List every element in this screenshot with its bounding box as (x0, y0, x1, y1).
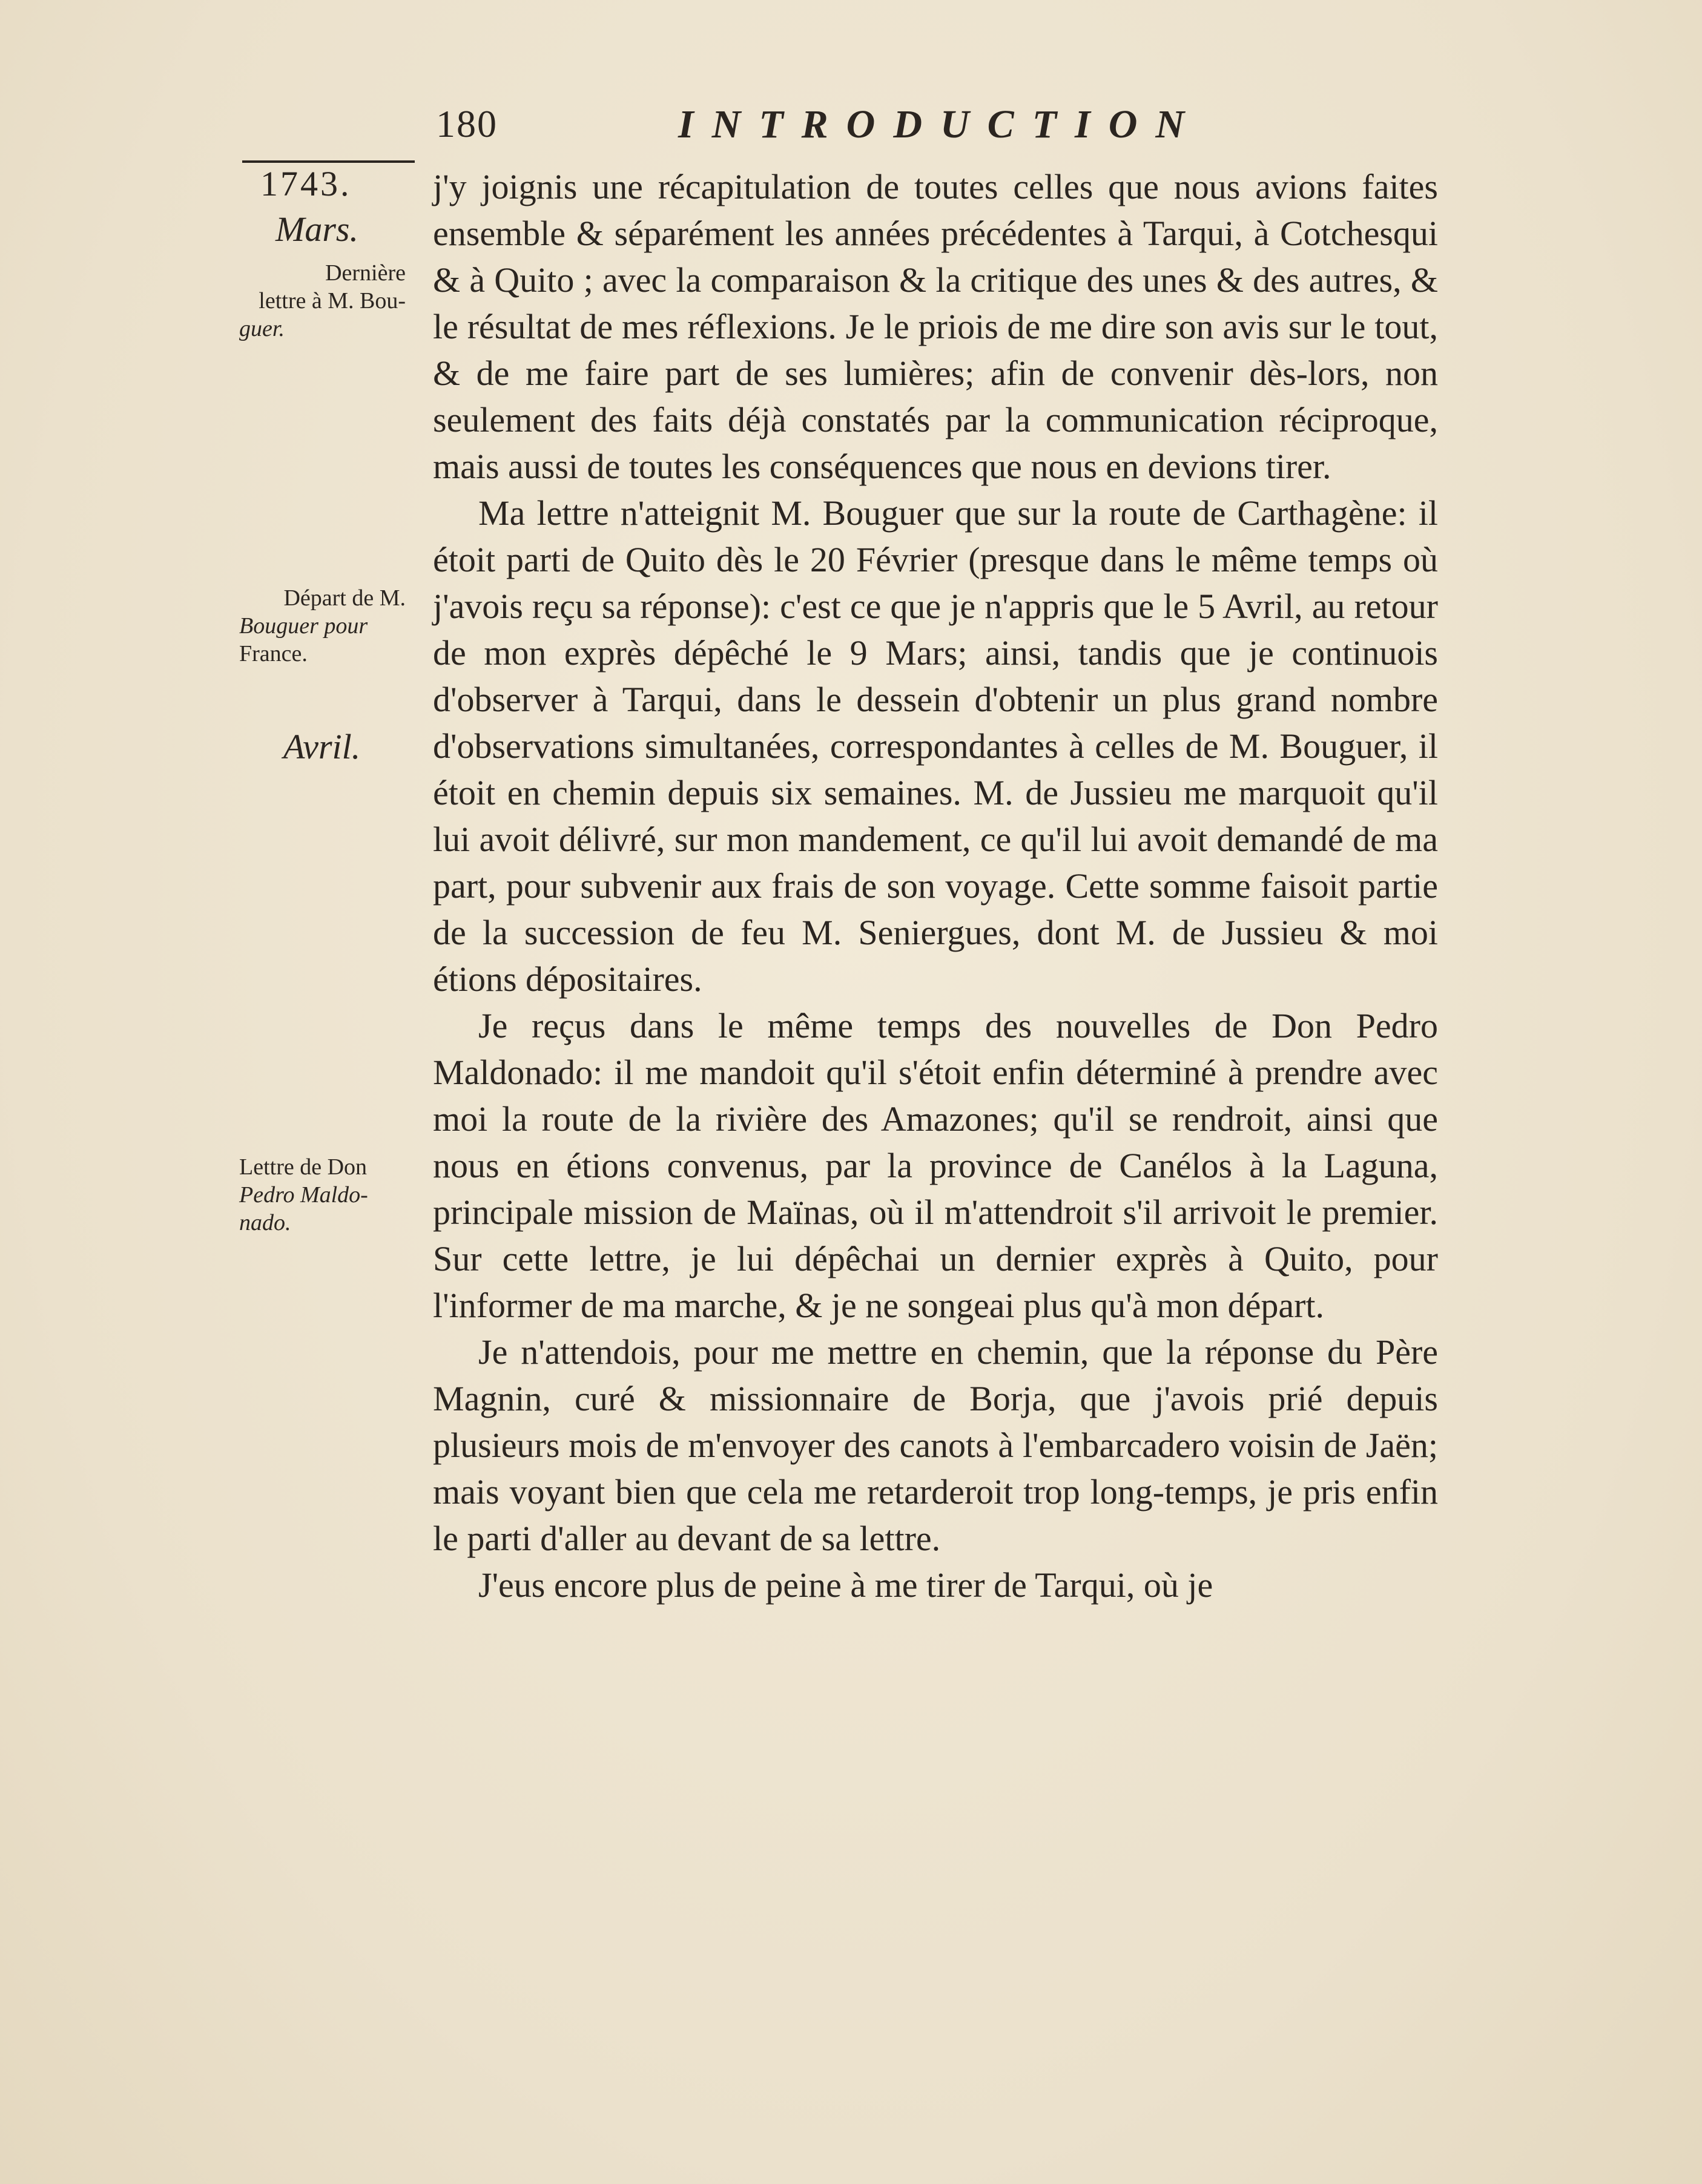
margin-note-line: Dernière (325, 260, 406, 286)
margin-note-line: Bouguer pour (239, 613, 368, 639)
margin-note-line: Pedro Maldo- (239, 1182, 368, 1208)
margin-note-depart-bouguer (239, 584, 406, 668)
paragraph: Je reçus dans le même temps des nouvelles de Don Pedro Maldonado: il me mandoit qu'il s'étoit enfin déterminé à prendre avec moi la route de la rivière des Amazones; qu'il se rendroit, ainsi que nous en étions convenus, par la province de Canélos à la Laguna, principale mission de Maïnas, où il m'attendroit s'il arrivoit le premier. Sur cette lettre, je lui dépêchai un dernier exprès à Quito, pour l'informer de ma marche, & je ne songeai plus qu'à mon départ. (433, 1006, 1438, 1325)
page-number: 180 (436, 102, 498, 145)
paragraph: j'y joignis une récapitulation de toutes celles que nous avions faites ensemble & séparément les années précédentes à Tarqui, à Cotchesqui & à Quito ; avec la comparaison & la critique des unes & des autres, & le résultat de mes réflexions. Je le priois de me dire son avis sur le tout, & de me faire part de ses lumières; afin de convenir dès-lors, non seulement des faits déjà constatés par la communication réciproque, mais aussi de toutes les conséquences que nous en devions tirer. (433, 167, 1438, 486)
paragraph: Ma lettre n'atteignit M. Bouguer que sur la route de Carthagène: il étoit parti de Quito dès le 20 Février (presque dans le même temps où j'avois reçu sa réponse): c'est ce que je n'appris que le 5 Avril, au retour de mon exprès dépêché le 9 Mars; ainsi, tandis que je continuois d'observer à Tarqui, dans le dessein d'obtenir un plus grand nombre d'observations simultanées, correspondantes à celles de M. Bouguer, il étoit en chemin depuis six semaines. M. de Jussieu me marquoit qu'il lui avoit délivré, sur mon mandement, ce qu'il lui avoit demandé de ma part, pour subvenir aux frais de son voyage. Cette somme faisoit partie de la succession de feu M. Seniergues, dont M. de Jussieu & moi étions dépositaires. (433, 493, 1438, 999)
margin-rule (242, 160, 415, 163)
margin-year: 1743. (260, 164, 352, 203)
paragraph: J'eus encore plus de peine à me tirer de Tarqui, où je (478, 1565, 1213, 1605)
margin-note-line: guer. (239, 316, 285, 341)
page-header (424, 102, 1423, 156)
margin-note-line: nado. (239, 1210, 291, 1235)
running-title: INTRODUCTION (678, 102, 1203, 146)
margin-note-line: lettre à M. Bou- (259, 288, 406, 314)
margin-note-line: Lettre de Don (239, 1154, 368, 1180)
margin-month-mars: Mars. (275, 209, 358, 249)
margin-note-line: Départ de M. (283, 585, 406, 611)
margin-note-line: France. (239, 641, 308, 666)
body-text (433, 163, 1438, 1608)
margin-month-avril: Avril. (283, 727, 361, 766)
margin-note-lettre-maldonado (239, 1153, 412, 1237)
paragraph: Je n'attendois, pour me mettre en chemin, que la réponse du Père Magnin, curé & missionnaire de Borja, que j'avois prié depuis plusieurs mois de m'envoyer des canots à l'embarcadero voisin de Jaën; mais voyant bien que cela me retarderoit trop long-temps, je pris enfin le parti d'aller au devant de sa lettre. (433, 1332, 1438, 1558)
margin-note-derniere-lettre (239, 259, 406, 343)
